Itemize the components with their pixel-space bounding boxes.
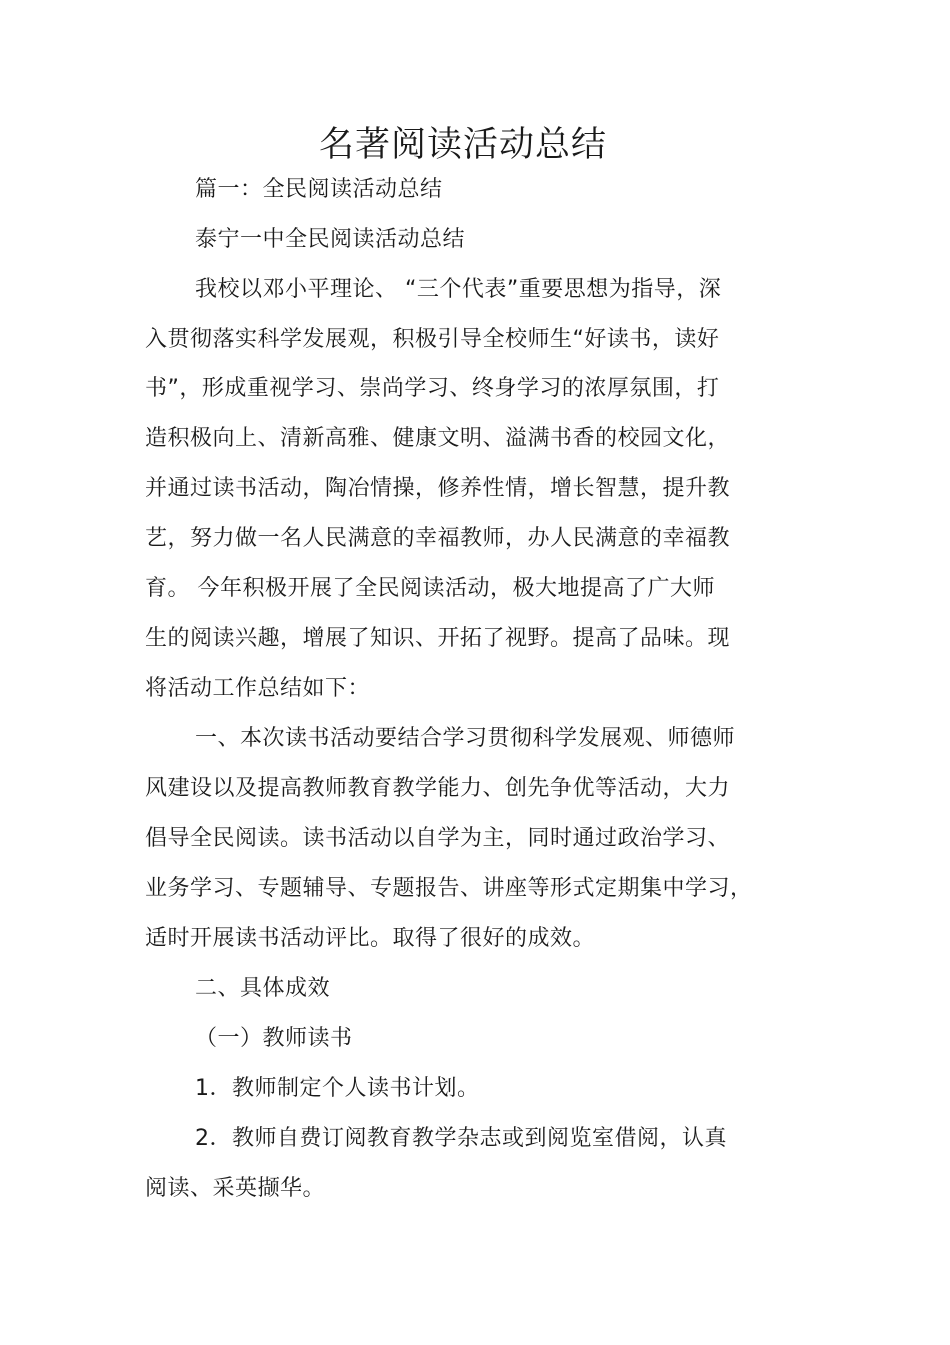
paragraph-line: 我校以邓小平理论、 “三个代表”重要思想为指导，深 <box>195 277 722 302</box>
paragraph-line: 适时开展读书活动评比。取得了很好的成效。 <box>145 926 596 951</box>
section-heading: 篇一：全民阅读活动总结 <box>195 177 443 202</box>
list-item: 2．教师自费订阅教育教学杂志或到阅览室借阅，认真 <box>195 1126 727 1151</box>
paragraph-line: 育。 今年积极开展了全民阅读活动，极大地提高了广大师 <box>145 576 715 601</box>
paragraph-line: 生的阅读兴趣，增展了知识、开拓了视野。提高了品味。现 <box>145 626 731 651</box>
paragraph-line: 并通过读书活动，陶冶情操，修养性情，增长智慧，提升教 <box>145 476 731 501</box>
subsection-heading: （一）教师读书 <box>195 1026 353 1051</box>
list-item-continuation: 阅读、采英撷华。 <box>145 1176 326 1201</box>
section-heading: 二、具体成效 <box>195 976 331 1001</box>
paragraph-line: 一、本次读书活动要结合学习贯彻科学发展观、师德师 <box>195 726 736 751</box>
paragraph-line: 入贯彻落实科学发展观，积极引导全校师生“好读书，读好 <box>145 327 720 352</box>
paragraph-line: 书”，形成重视学习、崇尚学习、终身学习的浓厚氛围，打 <box>145 376 720 401</box>
paragraph-line: 倡导全民阅读。读书活动以自学为主，同时通过政治学习、 <box>145 826 731 851</box>
document-title: 名著阅读活动总结 <box>318 125 607 165</box>
paragraph-line: 风建设以及提高教师教育教学能力、创先争优等活动，大力 <box>145 776 731 801</box>
paragraph-line: 造积极向上、清新高雅、健康文明、溢满书香的校园文化， <box>145 426 731 451</box>
subtitle: 泰宁一中全民阅读活动总结 <box>195 227 466 252</box>
paragraph-line: 艺，努力做一名人民满意的幸福教师，办人民满意的幸福教 <box>145 526 731 551</box>
list-item: 1．教师制定个人读书计划。 <box>195 1076 480 1101</box>
paragraph-line: 业务学习、专题辅导、专题报告、讲座等形式定期集中学习， <box>145 876 753 901</box>
paragraph-line: 将活动工作总结如下： <box>145 676 371 701</box>
